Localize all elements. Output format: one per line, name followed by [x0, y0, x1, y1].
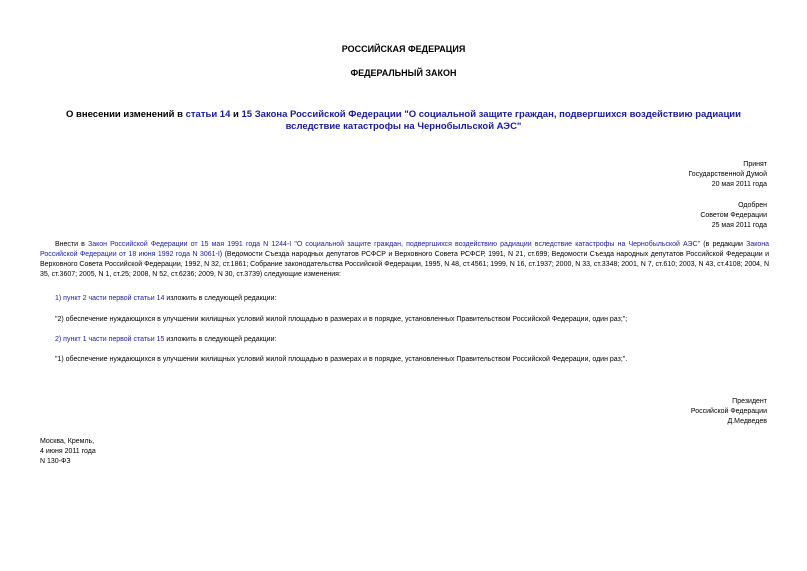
footer-number: N 130-ФЗ [40, 458, 71, 465]
item-1 [55, 294, 784, 304]
item-2-link[interactable]: 2) пункт 1 части первой статьи 15 [55, 336, 165, 343]
item-2-quote: "1) обеспечение нуждающихся в улучшении жилищных условий жилой площадью в размерах и в порядке, установленных Правительством Российской Федерации, один раз;". [55, 356, 628, 363]
main-paragraph [40, 240, 769, 280]
approved-body: Советом Федерации [700, 212, 767, 219]
approved-date: 25 мая 2011 года [711, 222, 767, 229]
adopted-body: Государственной Думой [688, 171, 767, 178]
main-link-law-1244[interactable]: Закон Российской Федерации от 15 мая 1991 года N 1244-I "О социальной защите граждан, подвергшихся воздействию радиации вследствие катастрофы на Чернобыльской АЭС" [88, 241, 701, 248]
law-type-heading: ФЕДЕРАЛЬНЫЙ ЗАКОН [350, 68, 457, 78]
item-1-text: изложить в следующей редакции: [164, 295, 277, 302]
main-link-law-3061[interactable]: Закона Российской Федерации от 18 июня 1992 года N 3061-I [40, 241, 770, 258]
adopted-date: 20 мая 2011 года [711, 181, 767, 188]
signature-title: Президент [732, 398, 767, 405]
adopted-block [688, 160, 767, 190]
approved-block [700, 201, 767, 231]
item-2 [55, 335, 784, 345]
signature-name: Д.Медведев [727, 418, 767, 425]
adopted-label: Принят [743, 161, 767, 168]
main-text-3: ) (Ведомости Съезда народных депутатов РСФСР и Верховного Совета РСФСР, 1991, N 21, ст.699; Ведомости Съезда народных депутатов Российской Федерации и Верховного Совета Российской Федерации, 1992, N 32, ст.1861; Собрание законодательства Российской Федерации, 1995, N 48, ст.4561; 1999, N 16, ст.1937; 2000, N 33, ст.3348; 2001, N 7, ст.610; 2003, N 43, ст.4108; 2004, N 35, ст.3607; 2005, N 1, ст.25; 2008, N 52, ст.6236; 2009, N 30, ст.3739) следующие изменения: [40, 251, 769, 278]
item-2-text: изложить в следующей редакции: [164, 336, 277, 343]
main-text-2: (в редакции [700, 241, 747, 248]
title-link-article-14[interactable]: статьи 14 [185, 109, 231, 120]
main-text-1: Внести в [55, 241, 89, 248]
signature-country: Российской Федерации [690, 408, 767, 415]
footer-date: 4 июня 2011 года [40, 448, 96, 455]
approved-label: Одобрен [738, 202, 767, 209]
title-link-article-15[interactable]: 15 Закона Российской Федерации "О социальной защите граждан, подвергшихся воздействию радиации вследствие катастрофы на Чернобыльской АЭС" [241, 109, 741, 132]
signature-block [691, 397, 767, 427]
item-1-quote: "2) обеспечение нуждающихся в улучшении жилищных условий жилой площадью в размерах и в порядке, установленных Правительством Российской Федерации, один раз;"; [55, 316, 628, 323]
title-prefix: О внесении изменений в [66, 109, 186, 120]
country-heading: РОССИЙСКАЯ ФЕДЕРАЦИЯ [341, 44, 466, 54]
footer-block [40, 437, 96, 467]
footer-place: Москва, Кремль, [40, 438, 95, 445]
item-1-link[interactable]: 1) пункт 2 части первой статьи 14 [55, 295, 165, 302]
law-title [50, 109, 757, 133]
title-and: и [230, 109, 242, 120]
